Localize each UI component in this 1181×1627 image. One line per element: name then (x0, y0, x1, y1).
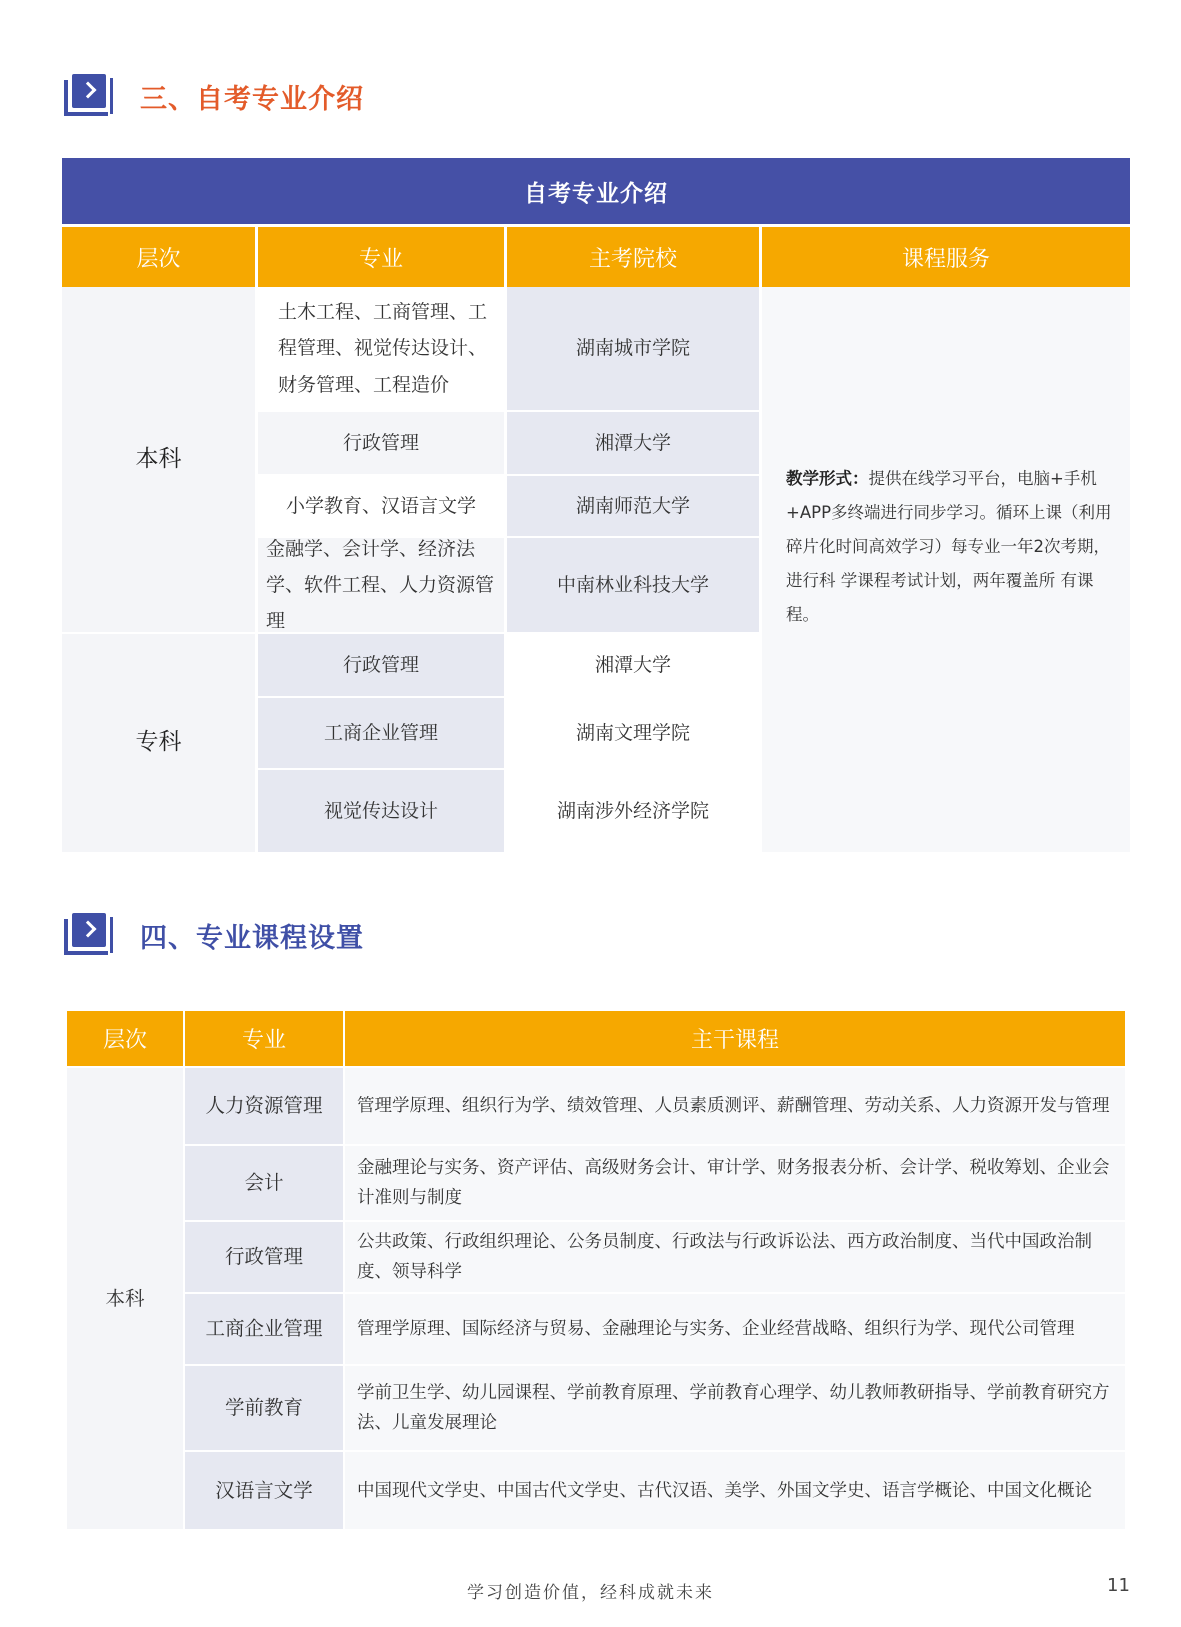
table-row-major: 学前教育 (185, 1366, 343, 1450)
table-row-school: 湖南涉外经济学院 (507, 770, 759, 852)
level-benke: 本科 (67, 1068, 183, 1529)
section-title: 三、自考专业介绍 (140, 83, 364, 115)
chevron-right-icon (64, 74, 112, 118)
header-courses: 主干课程 (345, 1011, 1125, 1066)
table-row-courses: 中国现代文学史、中国古代文学史、古代汉语、美学、外国文学史、语言学概论、中国文化概论 (345, 1452, 1125, 1529)
header-major: 专业 (185, 1011, 343, 1066)
header-school: 主考院校 (507, 227, 759, 287)
table-row-major: 汉语言文学 (185, 1452, 343, 1529)
table-row-school: 湘潭大学 (507, 634, 759, 696)
table-row-school: 湘潭大学 (507, 412, 759, 474)
table-row-courses: 管理学原理、组织行为学、绩效管理、人员素质测评、薪酬管理、劳动关系、人力资源开发与管理 (345, 1068, 1125, 1144)
table-row-major: 工商企业管理 (258, 698, 504, 768)
table-row-school: 湖南师范大学 (507, 476, 759, 536)
major-intro-table (62, 158, 1130, 852)
table-row-major: 行政管理 (258, 412, 504, 474)
table-row-school: 湖南城市学院 (507, 287, 759, 410)
table-row-major: 人力资源管理 (185, 1068, 343, 1144)
table-row-courses: 管理学原理、国际经济与贸易、金融理论与实务、企业经营战略、组织行为学、现代公司管理 (345, 1294, 1125, 1364)
chevron-right-icon (64, 913, 112, 957)
header-level: 层次 (67, 1011, 183, 1066)
table-title: 自考专业介绍 (62, 158, 1130, 224)
table-row-school: 湖南文理学院 (507, 698, 759, 768)
level-zhuanke: 专科 (62, 634, 255, 852)
table-row-major: 小学教育、汉语言文学 (258, 476, 504, 536)
footer-slogan: 学习创造价值，经科成就未来 (467, 1583, 714, 1603)
service-label: 教学形式： (786, 469, 869, 488)
table-row-major: 视觉传达设计 (258, 770, 504, 852)
page-number: 11 (1107, 1575, 1130, 1596)
level-benke: 本科 (62, 287, 255, 632)
service-text: 提供在线学习平台，电脑+手机+APP多终端进行同步学习。循环上课（利用碎片化时间高效学习）每专业一年2次考期，进行科 学课程考试计划，两年覆盖所 有课程。 (786, 469, 1112, 624)
table-row-school: 中南林业科技大学 (507, 538, 759, 632)
table-row-major: 行政管理 (258, 634, 504, 696)
section-title: 四、专业课程设置 (140, 922, 364, 954)
table-row-major: 土木工程、工商管理、工程管理、视觉传达设计、财务管理、工程造价 (258, 287, 504, 410)
table-row-courses: 公共政策、行政组织理论、公务员制度、行政法与行政诉讼法、西方政治制度、当代中国政治制度、领导科学 (345, 1222, 1125, 1292)
section-heading-4 (64, 913, 364, 957)
course-service-cell (762, 287, 1130, 852)
table-row-major: 工商企业管理 (185, 1294, 343, 1364)
header-service: 课程服务 (762, 227, 1130, 287)
table-row-major: 行政管理 (185, 1222, 343, 1292)
header-major: 专业 (258, 227, 504, 287)
section-heading-3 (64, 74, 364, 118)
table-row-courses: 学前卫生学、幼儿园课程、学前教育原理、学前教育心理学、幼儿教师教研指导、学前教育研究方法、儿童发展理论 (345, 1366, 1125, 1450)
header-level: 层次 (62, 227, 255, 287)
table-row-major: 会计 (185, 1146, 343, 1220)
table-row-courses: 金融理论与实务、资产评估、高级财务会计、审计学、财务报表分析、会计学、税收筹划、企业会计准则与制度 (345, 1146, 1125, 1220)
course-setting-table (67, 1011, 1125, 1529)
table-row-major: 金融学、会计学、经济法学、软件工程、人力资源管理 (258, 538, 504, 632)
